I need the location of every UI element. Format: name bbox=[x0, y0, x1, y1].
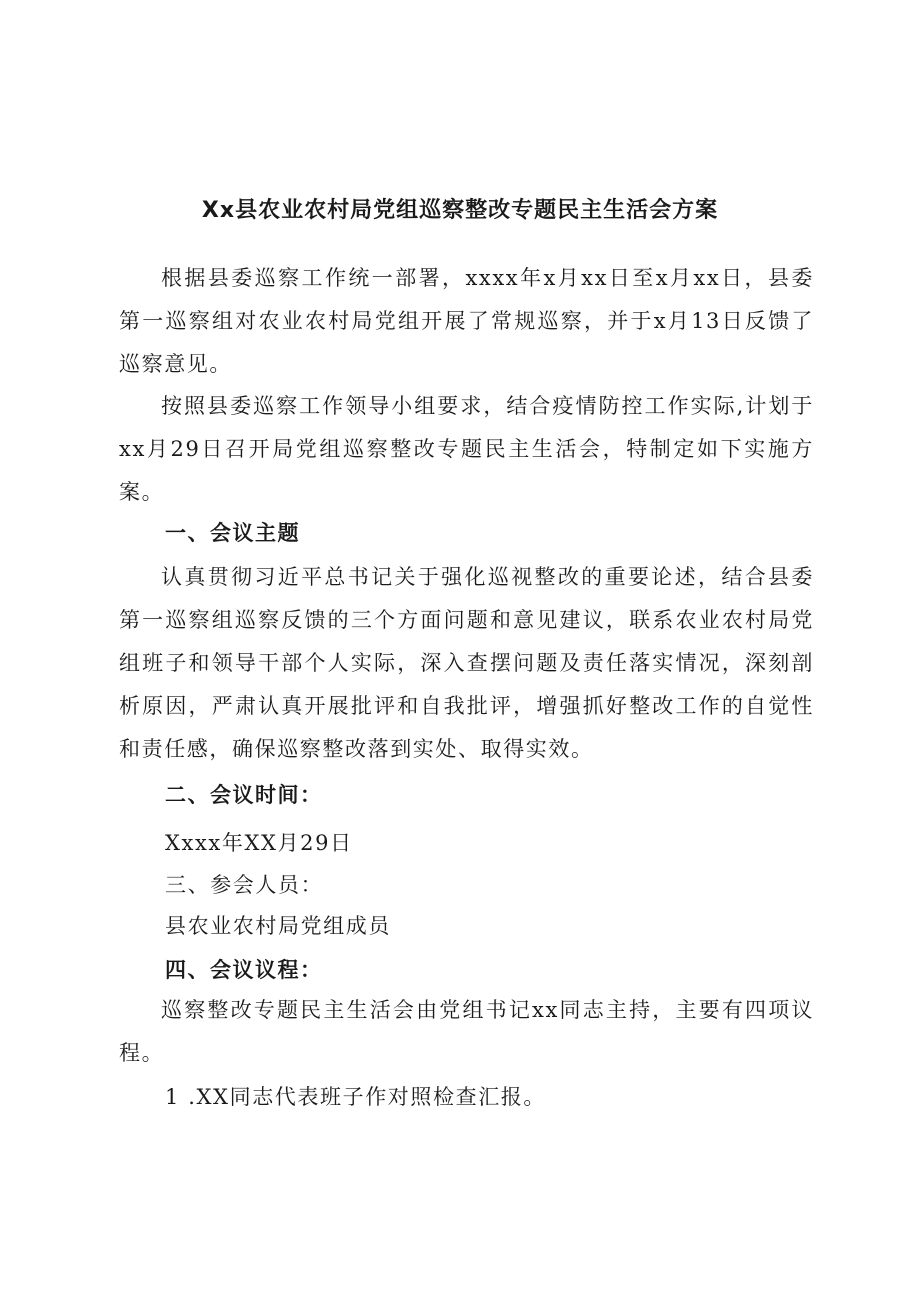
document-title: Xx县农业农村局党组巡察整改专题民主生活会方案 bbox=[201, 198, 719, 223]
section-4-body: 巡察整改专题民主生活会由党组书记xx同志主持，主要有四项议程。 bbox=[119, 998, 814, 1065]
intro-paragraph-2: 按照县委巡察工作领导小组要求，结合疫情防控工作实际,计划于xx月29日召开局党组巡察整改专题民主生活会，特制定如下实施方案。 bbox=[119, 394, 814, 504]
section-4-heading: 四、会议议程： bbox=[165, 958, 323, 982]
section-1-heading: 一、会议主题 bbox=[165, 521, 300, 545]
section-3-heading: 三、参会人员： bbox=[165, 873, 324, 897]
participants: 县农业农村局党组成员 bbox=[165, 914, 391, 938]
intro-paragraph-1: 根据县委巡察工作统一部署，xxxx年x月xx日至x月xx日，县委第一巡察组对农业农村局党组开展了常规巡察，并于x月13日反馈了巡察意见。 bbox=[119, 266, 814, 376]
agenda-item-1: 1 .XX同志代表班子作对照检查汇报。 bbox=[165, 1085, 547, 1109]
meeting-date: Xxxx年XX月29日 bbox=[165, 831, 353, 855]
section-2-heading: 二、会议时间： bbox=[165, 783, 323, 807]
section-1-body: 认真贯彻习近平总书记关于强化巡视整改的重要论述，结合县委第一巡察组巡察反馈的三个方面问题和意见建议，联系农业农村局党组班子和领导干部个人实际，深入查摆问题及责任落实情况，深刻剖析原因，严肃认真开展批评和自我批评，增强抓好整改工作的自觉性和责任感，确保巡察整改落到实处、取得实效。 bbox=[119, 565, 814, 761]
